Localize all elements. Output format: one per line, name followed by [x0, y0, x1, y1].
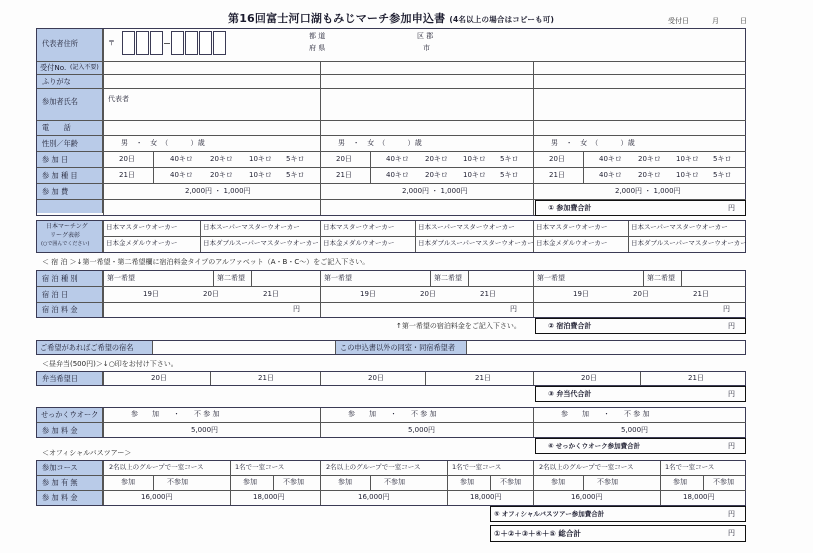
kind-option[interactable]: 21日	[119, 171, 135, 179]
bus-join[interactable]: 参加	[551, 478, 565, 486]
sum3-label: ③ 弁当代合計	[548, 390, 592, 398]
fee-field[interactable]: 2,000円 ・ 1,000円	[185, 187, 251, 195]
kind-option[interactable]: 5キロ	[286, 171, 305, 179]
same-room-label: この申込書以外の同室・同宿希望者	[340, 343, 456, 352]
walk-fee-label: 参 加 料 金	[42, 426, 78, 435]
bus-not-join[interactable]: 不参加	[500, 478, 521, 486]
zip-digit-5[interactable]	[185, 31, 198, 55]
sum5-unit: 円	[728, 510, 735, 518]
sum3-unit: 円	[728, 390, 735, 398]
fee-field[interactable]: 2,000円 ・ 1,000円	[615, 187, 681, 195]
received-date-label: 受付日	[668, 17, 689, 25]
bus-fee-single: 18,000円	[470, 493, 502, 501]
league-gold-medal-walker[interactable]: 日本金メダルウオーカー	[323, 239, 395, 247]
kind-option[interactable]: 40キロ	[386, 171, 409, 179]
kind-option[interactable]: 10キロ	[676, 171, 699, 179]
bus-fee-group: 16,000円	[141, 493, 173, 501]
kind-option[interactable]: 21日	[336, 171, 352, 179]
stay-note: ↑第一希望の宿泊料金をご記入下さい。	[396, 322, 521, 330]
received-day: 日	[740, 17, 747, 25]
zip-digit-3[interactable]	[150, 31, 163, 55]
sum1-unit: 円	[728, 204, 735, 212]
stay-second-choice[interactable]: 第二希望	[647, 274, 675, 282]
day-option[interactable]: 20キロ	[210, 155, 233, 163]
stay-first-choice[interactable]: 第一希望	[537, 274, 565, 282]
sex-age-field[interactable]: 男 ・ 女 （ ）歳	[121, 139, 206, 147]
walk-choice[interactable]: 参 加 ・ 不 参 加	[131, 410, 220, 418]
bus-course-label: 参加コース	[42, 463, 78, 472]
league-master-walker[interactable]: 日本マスターウオーカー	[536, 223, 608, 231]
kind-option[interactable]: 40キロ	[170, 171, 193, 179]
day-option[interactable]: 10キロ	[249, 155, 272, 163]
day-option[interactable]: 5キロ	[713, 155, 732, 163]
sum1-label: ① 参加費合計	[548, 204, 592, 212]
lunch-date-20[interactable]: 20日	[581, 374, 597, 382]
kind-option[interactable]: 40キロ	[599, 171, 622, 179]
bus-yn-label: 参 加 有 無	[42, 478, 78, 487]
bus-fee-label: 参 加 料 金	[42, 493, 78, 502]
stay-fee-yen: 円	[293, 305, 300, 313]
lunch-label: 弁当希望日	[42, 374, 78, 383]
walk-fee: 5,000円	[621, 426, 649, 434]
lunch-header: ＜昼弁当(500円)＞↓○印をお付け下さい。	[42, 360, 178, 368]
stay-fee-yen: 円	[723, 305, 730, 313]
league-super-master-walker[interactable]: 日本スーパーマスターウオーカー	[631, 223, 728, 231]
lunch-date-21[interactable]: 21日	[688, 374, 704, 382]
sex-age-field[interactable]: 男 ・ 女 （ ）歳	[551, 139, 636, 147]
bus-join[interactable]: 参加	[121, 478, 135, 486]
league-master-walker[interactable]: 日本マスターウオーカー	[323, 223, 395, 231]
kind-option[interactable]: 10キロ	[249, 171, 272, 179]
received-month: 月	[712, 17, 719, 25]
bus-header: ＜オフィシャルバスツアー＞	[42, 449, 132, 457]
stay-header: ＜ 宿 泊 ＞↓第一希望・第二希望欄に宿泊料金タイプのアルファベット（A・B・C～）をご記入下さい。	[42, 258, 370, 266]
address-shi: 市	[423, 44, 430, 52]
day-option[interactable]: 10キロ	[463, 155, 486, 163]
stay-date-19[interactable]: 19日	[143, 290, 159, 298]
league-double-super-walker[interactable]: 日本ダブルスーパーマスターウオーカー	[418, 239, 534, 247]
sum4-label: ④ せっかくウオーク参加費合計	[548, 442, 641, 450]
stay-date-20[interactable]: 20日	[203, 290, 219, 298]
kind-option[interactable]: 20キロ	[638, 171, 661, 179]
stay-date-19[interactable]: 19日	[360, 290, 376, 298]
stay-date-label: 宿 泊 日	[42, 290, 69, 299]
zip-digit-1[interactable]	[122, 31, 135, 55]
league-label-1: 日本マーチング	[46, 223, 88, 230]
stay-date-19[interactable]: 19日	[573, 290, 589, 298]
bus-not-join[interactable]: 不参加	[713, 478, 734, 486]
zip-digit-6[interactable]	[199, 31, 212, 55]
kind-option[interactable]: 5キロ	[500, 171, 519, 179]
stay-date-21[interactable]: 21日	[263, 290, 279, 298]
day-option[interactable]: 20キロ	[425, 155, 448, 163]
bus-not-join[interactable]: 不参加	[384, 478, 405, 486]
bus-group-course[interactable]: 2名以上のグループで一室コース	[109, 463, 204, 471]
day-option[interactable]: 40キロ	[170, 155, 193, 163]
fee-field[interactable]: 2,000円 ・ 1,000円	[402, 187, 468, 195]
bus-fee-single: 18,000円	[253, 493, 285, 501]
day-option[interactable]: 10キロ	[676, 155, 699, 163]
address-fuken: 府 県	[309, 44, 326, 52]
stay-first-choice[interactable]: 第一希望	[107, 274, 135, 282]
zip-digit-4[interactable]	[171, 31, 184, 55]
receipt-no-label: 受付No.	[40, 63, 67, 72]
walk-choice[interactable]: 参 加 ・ 不 参 加	[348, 410, 437, 418]
kind-option[interactable]: 10キロ	[463, 171, 486, 179]
bus-join[interactable]: 参加	[673, 478, 687, 486]
day-option[interactable]: 20キロ	[638, 155, 661, 163]
stay-kind-label: 宿 泊 種 別	[42, 274, 78, 283]
bus-fee-group: 16,000円	[571, 493, 603, 501]
stay-fee-label: 宿 泊 料 金	[42, 305, 78, 314]
day-label: 参 加 日	[42, 155, 69, 164]
league-label-3: (○で囲んでください)	[41, 241, 90, 247]
phone-label: 電 話	[42, 123, 71, 132]
day-option[interactable]: 20日	[336, 155, 352, 163]
furigana-label: ふりがな	[42, 77, 71, 86]
league-gold-medal-walker[interactable]: 日本金メダルウオーカー	[536, 239, 608, 247]
bus-join[interactable]: 参加	[338, 478, 352, 486]
day-option[interactable]: 40キロ	[599, 155, 622, 163]
stay-date-21[interactable]: 21日	[480, 290, 496, 298]
bus-group-course[interactable]: 2名以上のグループで一室コース	[326, 463, 421, 471]
bus-fee-single: 18,000円	[683, 493, 715, 501]
league-master-walker[interactable]: 日本マスターウオーカー	[106, 223, 178, 231]
bus-fee-group: 16,000円	[358, 493, 390, 501]
league-double-super-walker[interactable]: 日本ダブルスーパーマスターウオーカー	[631, 239, 747, 247]
day-option[interactable]: 5キロ	[286, 155, 305, 163]
bus-join[interactable]: 参加	[460, 478, 474, 486]
sex-age-field[interactable]: 男 ・ 女 （ ）歳	[338, 139, 423, 147]
zip-digit-7[interactable]	[213, 31, 226, 55]
zip-digit-2[interactable]	[136, 31, 149, 55]
lunch-date-21[interactable]: 21日	[258, 374, 274, 382]
walk-choice[interactable]: 参 加 ・ 不 参 加	[561, 410, 650, 418]
representative-mark: 代表者	[108, 95, 129, 103]
league-gold-medal-walker[interactable]: 日本金メダルウオーカー	[106, 239, 178, 247]
stay-date-21[interactable]: 21日	[693, 290, 709, 298]
stay-date-20[interactable]: 20日	[633, 290, 649, 298]
sum2-label: ② 宿泊費合計	[548, 322, 592, 330]
grand-total-label: ①＋②＋③＋④＋⑤ 総合計	[494, 529, 581, 538]
walk-fee: 5,000円	[191, 426, 219, 434]
grand-total-unit: 円	[728, 529, 735, 537]
kind-option[interactable]: 5キロ	[713, 171, 732, 179]
kind-label: 参 加 種 目	[42, 171, 78, 180]
stay-second-choice[interactable]: 第二希望	[434, 274, 462, 282]
league-super-master-walker[interactable]: 日本スーパーマスターウオーカー	[203, 223, 300, 231]
bus-group-course[interactable]: 2名以上のグループで一室コース	[539, 463, 634, 471]
walk-fee: 5,000円	[408, 426, 436, 434]
stay-first-choice[interactable]: 第一希望	[324, 274, 352, 282]
bus-single-course[interactable]: 1名で一室コース	[665, 463, 715, 471]
day-option[interactable]: 20日	[119, 155, 135, 163]
stay-date-20[interactable]: 20日	[420, 290, 436, 298]
stay-second-choice[interactable]: 第二希望	[217, 274, 245, 282]
kind-option[interactable]: 21日	[549, 171, 565, 179]
address-ku: 区 郡	[417, 32, 434, 40]
lunch-date-21[interactable]: 21日	[475, 374, 491, 382]
lunch-date-20[interactable]: 20日	[368, 374, 384, 382]
receipt-no-note: (記入不要)	[70, 64, 99, 71]
stay-fee-yen: 円	[510, 305, 517, 313]
bus-not-join[interactable]: 不参加	[597, 478, 618, 486]
inn-label: ご希望があればご希望の宿名	[40, 343, 134, 352]
league-double-super-walker[interactable]: 日本ダブルスーパーマスターウオーカー	[203, 239, 319, 247]
day-option[interactable]: 20日	[549, 155, 565, 163]
league-label-2: リーグ表彰	[50, 232, 81, 239]
form-title: 第16回富士河口湖もみじマーチ参加申込書 (4名以上の場合はコピーも可)	[228, 12, 555, 25]
lunch-date-20[interactable]: 20日	[151, 374, 167, 382]
kind-option[interactable]: 20キロ	[210, 171, 233, 179]
league-super-master-walker[interactable]: 日本スーパーマスターウオーカー	[418, 223, 515, 231]
walk-label: せっかくウオーク	[41, 410, 99, 419]
sum2-unit: 円	[728, 322, 735, 330]
sex-age-label: 性別／年齢	[42, 139, 78, 148]
bus-single-course[interactable]: 1名で一室コース	[452, 463, 502, 471]
day-option[interactable]: 40キロ	[386, 155, 409, 163]
bus-not-join[interactable]: 不参加	[167, 478, 188, 486]
sum5-label: ⑤ オフィシャルバスツアー参加費合計	[494, 510, 605, 518]
address-label: 代表者住所	[42, 39, 78, 48]
name-label: 参加者氏名	[42, 97, 78, 106]
address-todo: 都 道	[309, 32, 326, 40]
sum4-unit: 円	[728, 442, 735, 450]
kind-option[interactable]: 20キロ	[425, 171, 448, 179]
zip-mark: 〒	[108, 39, 115, 47]
bus-single-course[interactable]: 1名で一室コース	[235, 463, 285, 471]
fee-label: 参 加 費	[42, 187, 69, 196]
bus-not-join[interactable]: 不参加	[283, 478, 304, 486]
day-option[interactable]: 5キロ	[500, 155, 519, 163]
bus-join[interactable]: 参加	[243, 478, 257, 486]
